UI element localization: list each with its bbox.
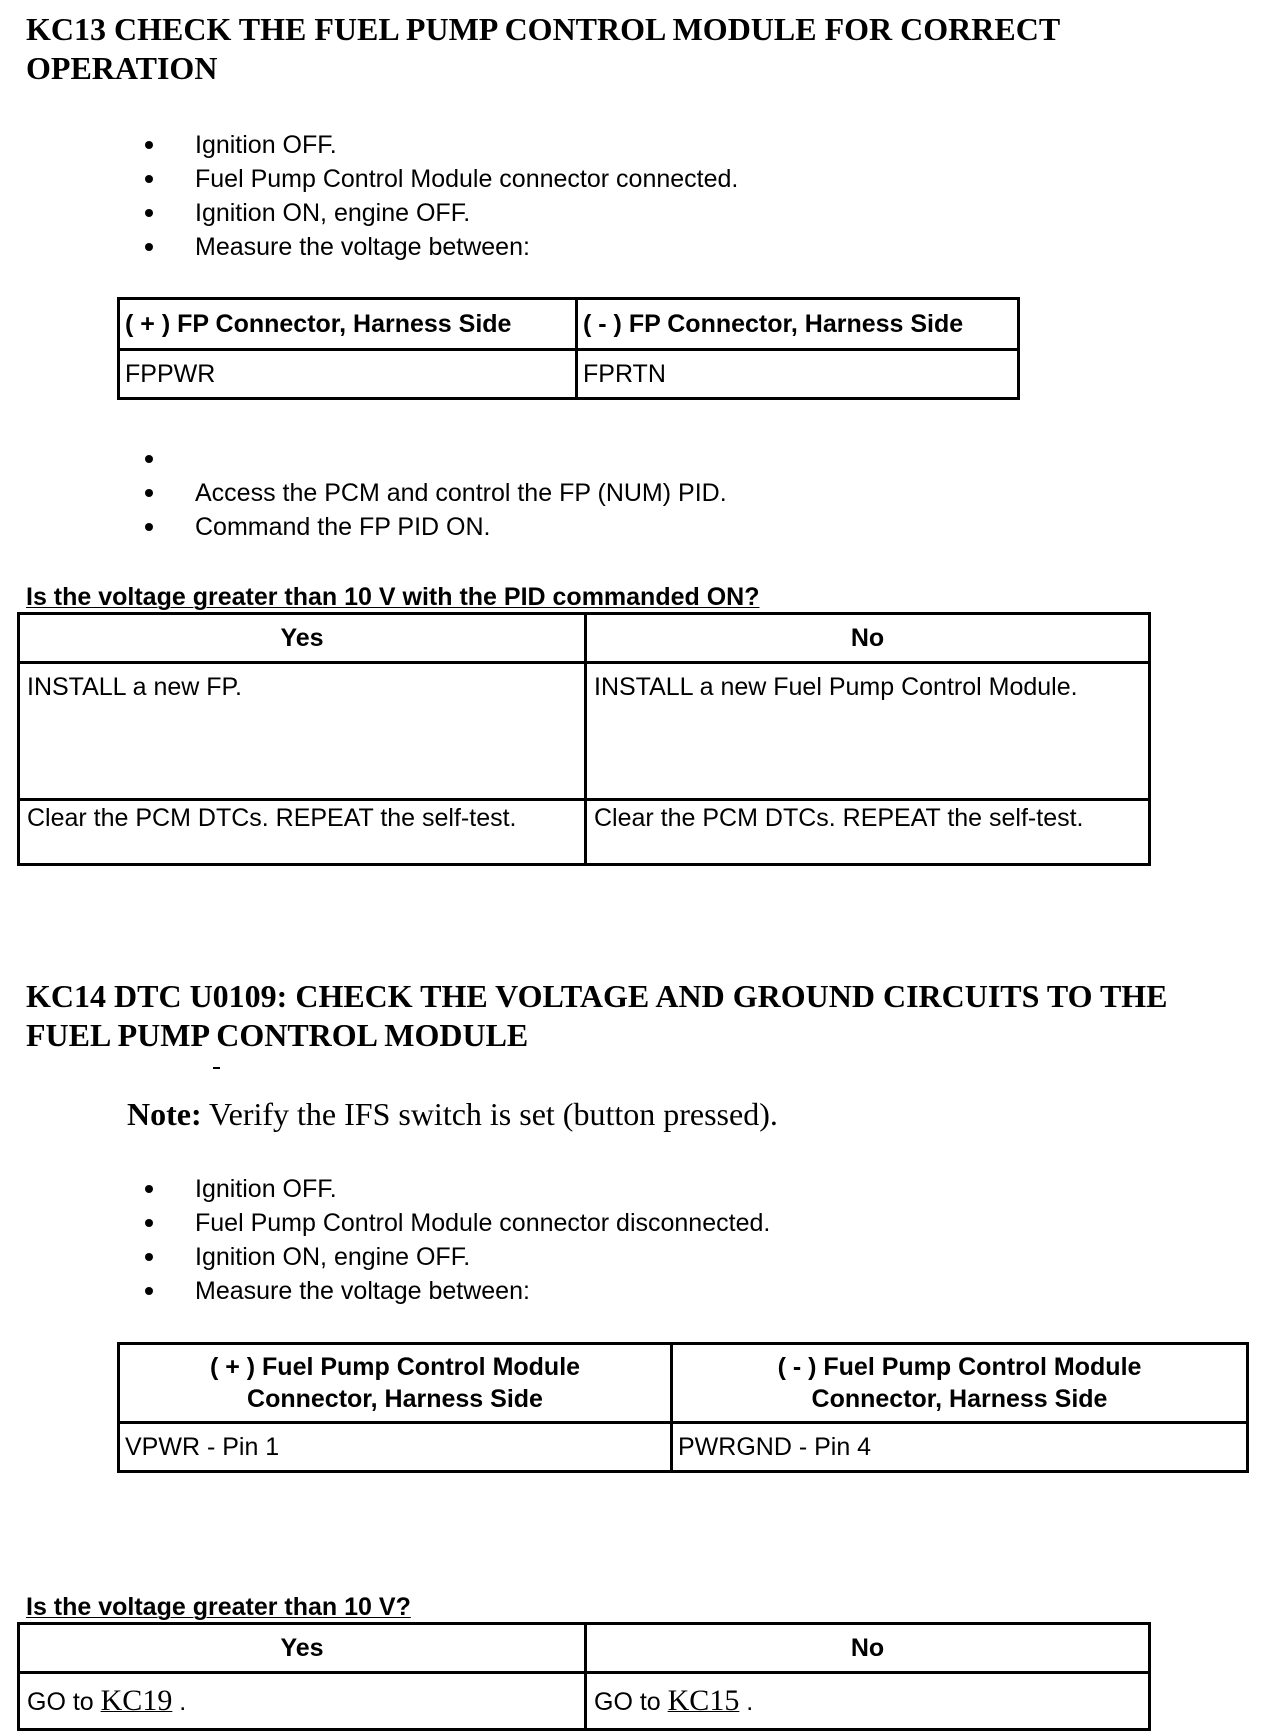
bullet-icon	[145, 1253, 153, 1261]
column-header: ( + ) FP Connector, Harness Side	[119, 299, 577, 350]
table-cell: PWRGND - Pin 4	[672, 1423, 1248, 1472]
table-header-row	[19, 614, 1150, 663]
divider	[213, 1067, 220, 1069]
kc14-question: Is the voltage greater than 10 V?	[26, 1593, 411, 1621]
no-header: No	[586, 1624, 1150, 1673]
note-label: Note:	[127, 1096, 202, 1132]
go-to-text: GO to	[27, 1687, 94, 1716]
table-row	[19, 663, 1150, 800]
go-to-text: GO to	[594, 1687, 661, 1716]
table-row	[19, 800, 1150, 865]
bullet-icon	[145, 175, 153, 183]
note	[127, 1094, 778, 1134]
table-header-row	[19, 1624, 1150, 1673]
table-header-row	[119, 299, 1019, 350]
bullet-icon	[145, 1287, 153, 1295]
kc13-measure-table	[117, 297, 1020, 400]
bullet-icon	[145, 1185, 153, 1193]
kc14-result-table	[17, 1622, 1151, 1731]
no-action-cell: INSTALL a new Fuel Pump Control Module.	[586, 663, 1150, 800]
column-header: ( - ) FP Connector, Harness Side	[577, 299, 1019, 350]
note-text: Verify the IFS switch is set (button pressed).	[209, 1096, 778, 1132]
bullet-icon	[145, 523, 153, 531]
bullet-icon	[145, 243, 153, 251]
table-cell: VPWR - Pin 1	[119, 1423, 672, 1472]
service-manual-page: KC13 CHECK THE FUEL PUMP CONTROL MODULE FOR CORRECT OPERATION Ignition OFF. Fuel Pump Control Module connector connected. Ignition ON, engine OFF. Measure the voltage between: ( + ) FP Connector, Harness Side ( - ) FP Connector, Harness Side FPPWR FPRTN Access the PCM and control the FP (NUM) PID. Command the FP PID ON. Is the voltage greater than 10 V with the PID commanded ON? Yes No INSTALL a new FP. INSTALL a new Fuel Pump Control Module. Clear the PCM DTCs. REPEAT the self-test. Clear the PCM DTCs. REPEAT the self-test. KC14 DTC U0109: CHECK THE VOLTAGE AND GROUND CIRCUITS TO THE FUEL PUMP CONTROL MODULE Note: Verify the IFS switch is set (button pressed). Ignition OFF. Fuel Pump Control Module connector disconnected. Ignition ON, engine OFF. Measure the voltage between: ( + ) Fuel Pump Control Module Connector, Harness Side ( - ) Fuel Pump Control Module Connector, Harness Side VPWR - Pin 1 PWRGND - Pin 4 Is the voltage greater than 10 V? Yes No GO to KC19 . GO to KC15 .	[0, 0, 1264, 1732]
yes-followup-cell: Clear the PCM DTCs. REPEAT the self-test.	[19, 800, 586, 865]
yes-header: Yes	[19, 1624, 586, 1673]
table-row	[119, 350, 1019, 399]
table-row	[19, 1673, 1150, 1730]
period-text: .	[746, 1687, 754, 1716]
kc19-link[interactable]: KC19	[100, 1683, 173, 1717]
bullet-icon	[145, 489, 153, 497]
table-cell: FPPWR	[119, 350, 577, 399]
no-action-cell	[586, 1673, 1150, 1730]
table-row	[119, 1423, 1248, 1472]
yes-action-cell: INSTALL a new FP.	[19, 663, 586, 800]
column-header: ( - ) Fuel Pump Control Module Connector, Harness Side	[672, 1344, 1248, 1423]
yes-header: Yes	[19, 614, 586, 663]
bullet-icon	[145, 455, 153, 463]
bullet-icon	[145, 141, 153, 149]
kc14-measure-table	[117, 1342, 1249, 1473]
kc15-link[interactable]: KC15	[667, 1683, 740, 1717]
bullet-icon	[145, 209, 153, 217]
yes-action-cell	[19, 1673, 586, 1730]
kc13-heading: KC13 CHECK THE FUEL PUMP CONTROL MODULE FOR CORRECT OPERATION	[26, 11, 1060, 86]
no-followup-cell: Clear the PCM DTCs. REPEAT the self-test.	[586, 800, 1150, 865]
kc13-question: Is the voltage greater than 10 V with the PID commanded ON?	[26, 583, 760, 611]
table-cell: FPRTN	[577, 350, 1019, 399]
table-header-row	[119, 1344, 1248, 1423]
bullet-icon	[145, 1219, 153, 1227]
kc13-result-table	[17, 612, 1151, 866]
period-text: .	[179, 1687, 187, 1716]
kc14-heading: KC14 DTC U0109: CHECK THE VOLTAGE AND GROUND CIRCUITS TO THE FUEL PUMP CONTROL MODULE	[26, 978, 1168, 1053]
column-header: ( + ) Fuel Pump Control Module Connector, Harness Side	[119, 1344, 672, 1423]
no-header: No	[586, 614, 1150, 663]
